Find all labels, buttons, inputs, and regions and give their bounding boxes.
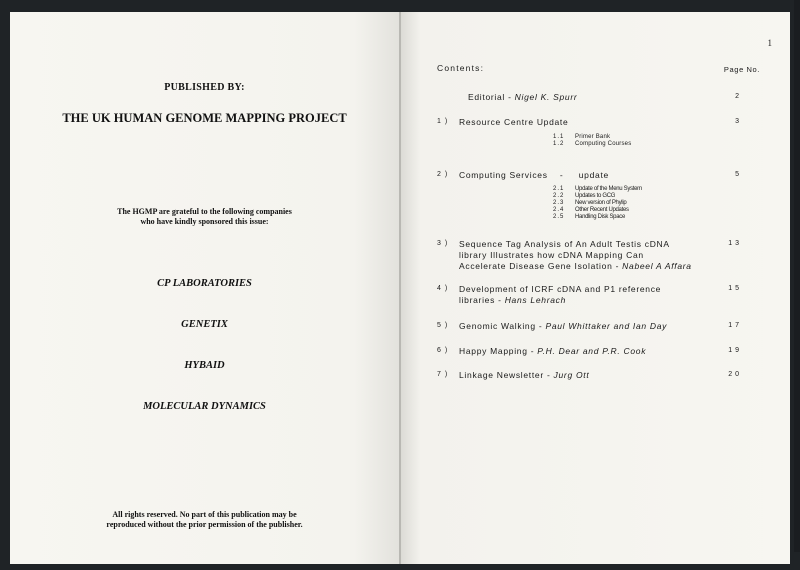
toc-subitem-number: 2.1 bbox=[553, 186, 565, 192]
document-spread bbox=[10, 12, 790, 564]
toc-subitem-title: Updates to GCG bbox=[575, 193, 616, 199]
toc-title-text: Accelerate Disease Gene Isolation - bbox=[459, 261, 620, 271]
toc-subitem-number: 2.4 bbox=[553, 207, 565, 213]
contents-heading: Contents: bbox=[437, 63, 485, 73]
toc-number: 1 ) bbox=[437, 118, 449, 125]
toc-title: Computing Services - update bbox=[459, 170, 609, 180]
rights-line-1: All rights reserved. No part of this publication may be bbox=[112, 510, 297, 519]
toc-title: Resource Centre Update bbox=[459, 117, 569, 127]
toc-title-line: Sequence Tag Analysis of An Adult Testis cDNA bbox=[459, 239, 670, 249]
toc-number: 3 ) bbox=[437, 240, 449, 247]
contents-page bbox=[401, 12, 790, 564]
sponsor-thanks-line-2: who have kindly sponsored this issue: bbox=[140, 217, 269, 226]
published-by-label: PUBLISHED BY: bbox=[164, 82, 245, 93]
toc-subitem[interactable] bbox=[553, 141, 733, 148]
toc-author: P.H. Dear and P.R. Cook bbox=[537, 346, 647, 356]
toc-page-number: 5 bbox=[735, 171, 742, 178]
toc-author: Paul Whittaker and Ian Day bbox=[545, 321, 668, 331]
toc-title-text: Genomic Walking - bbox=[459, 321, 543, 331]
toc-author: Jurg Ott bbox=[553, 370, 590, 380]
toc-subsections bbox=[553, 186, 733, 221]
toc-title-text: libraries - bbox=[459, 295, 502, 305]
toc-subitem[interactable] bbox=[553, 193, 733, 200]
toc-subitem-title: Computing Courses bbox=[575, 141, 632, 147]
sponsor-thanks bbox=[10, 207, 399, 227]
toc-title-line: library Illustrates how cDNA Mapping Can bbox=[459, 250, 644, 260]
toc-subitem[interactable] bbox=[553, 134, 733, 141]
toc-subitem-number: 2.5 bbox=[553, 214, 565, 220]
toc-subitem[interactable] bbox=[553, 186, 733, 193]
sponsor-name: CP LABORATORIES bbox=[157, 278, 252, 289]
toc-subitem-number: 1.2 bbox=[553, 141, 565, 147]
toc-page-number: 17 bbox=[728, 322, 742, 329]
toc-title bbox=[459, 239, 709, 272]
page-no-heading: Page No. bbox=[723, 65, 760, 74]
toc-subitem-title: Primer Bank bbox=[575, 134, 611, 140]
toc-page-number: 19 bbox=[728, 347, 742, 354]
toc-subitem[interactable] bbox=[553, 200, 733, 207]
toc-subitem-number: 1.1 bbox=[553, 134, 565, 140]
toc-title bbox=[459, 346, 709, 357]
toc-title-line bbox=[459, 295, 709, 306]
toc-subitem-title: New version of Phylip bbox=[575, 200, 627, 206]
page-folio: 1 bbox=[767, 38, 772, 48]
sponsor-name: MOLECULAR DYNAMICS bbox=[143, 401, 266, 412]
toc-title-text: Happy Mapping - bbox=[459, 346, 535, 356]
toc-page-number: 2 bbox=[735, 93, 742, 100]
toc-page-number: 15 bbox=[728, 285, 742, 292]
toc-title bbox=[459, 370, 709, 381]
toc-title-text: Linkage Newsletter - bbox=[459, 370, 551, 380]
toc-author: Nabeel A Affara bbox=[622, 261, 692, 271]
toc-number: 6 ) bbox=[437, 347, 449, 354]
toc-page-number: 3 bbox=[735, 118, 742, 125]
project-title: THE UK HUMAN GENOME MAPPING PROJECT bbox=[62, 111, 347, 125]
toc-author: Nigel K. Spurr bbox=[514, 92, 578, 102]
toc-subitem[interactable] bbox=[553, 214, 733, 221]
toc-subitem-title: Update of the Menu System bbox=[575, 186, 642, 192]
toc-subitem-number: 2.2 bbox=[553, 193, 565, 199]
toc-title-line: Development of ICRF cDNA and P1 reference bbox=[459, 284, 662, 294]
toc-title bbox=[459, 284, 709, 306]
toc-subitem-title: Other Recent Updates bbox=[575, 207, 629, 213]
rights-line-2: reproduced without the prior permission of the publisher. bbox=[106, 520, 303, 529]
toc-subitem-number: 2.3 bbox=[553, 200, 565, 206]
sponsor-name: GENETIX bbox=[181, 319, 228, 330]
toc-page-number: 20 bbox=[728, 371, 742, 378]
toc-author: Hans Lehrach bbox=[504, 295, 567, 305]
toc-subsections bbox=[553, 134, 733, 148]
toc-number: 7 ) bbox=[437, 371, 449, 378]
toc-title-line bbox=[459, 261, 709, 272]
sponsor-name: HYBAID bbox=[184, 360, 225, 371]
toc-title-text: Editorial - bbox=[468, 92, 512, 102]
rights-notice bbox=[10, 510, 399, 530]
toc-subitem-title: Handling Disk Space bbox=[575, 214, 625, 220]
toc-number: 4 ) bbox=[437, 285, 449, 292]
scanner-edge bbox=[794, 0, 800, 552]
toc-subitem[interactable] bbox=[553, 207, 733, 214]
toc-title bbox=[459, 321, 709, 332]
toc-number: 2 ) bbox=[437, 171, 449, 178]
toc-page-number: 13 bbox=[728, 240, 742, 247]
toc-title bbox=[468, 92, 718, 103]
left-page bbox=[10, 12, 401, 564]
toc-number: 5 ) bbox=[437, 322, 449, 329]
sponsor-thanks-line-1: The HGMP are grateful to the following companies bbox=[117, 207, 292, 216]
